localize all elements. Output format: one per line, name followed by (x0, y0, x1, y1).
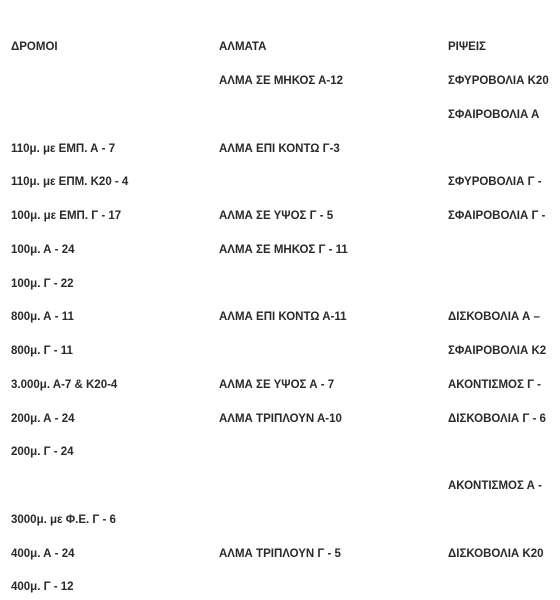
event-entry-throws: ΑΚΟΝΤΙΣΜΟΣ Α - (448, 480, 542, 492)
event-entry-throws: ΑΚΟΝΤΙΣΜΟΣ Γ - (448, 379, 542, 391)
event-entry-runs: 100μ. Α - 24 (11, 244, 75, 256)
event-entry-runs: 100μ. Γ - 22 (11, 278, 74, 290)
event-entry-throws: ΣΦΑΙΡΟΒΟΛΙΑ Α (448, 109, 540, 121)
column-header-throws: ΡΙΨΕΙΣ (448, 41, 486, 53)
event-entry-runs: 200μ. Γ - 24 (11, 446, 74, 458)
event-entry-runs: 100μ. με ΕΜΠ. Γ - 17 (11, 210, 122, 222)
event-entry-runs: 800μ. Α - 11 (11, 311, 74, 323)
event-entry-throws: ΔΙΣΚΟΒΟΛΙΑ Γ - 6 (448, 413, 546, 425)
event-entry-runs: 3000μ. με Φ.Ε. Γ - 6 (11, 514, 116, 526)
column-header-runs: ΔΡΟΜΟΙ (11, 41, 58, 53)
event-entry-jumps: ΑΛΜΑ ΕΠΙ ΚΟΝΤΩ Γ-3 (219, 143, 340, 155)
event-entry-runs: 3.000μ. Α-7 & Κ20-4 (11, 379, 118, 391)
event-entry-jumps: ΑΛΜΑ ΣΕ ΜΗΚΟΣ Γ - 11 (219, 244, 348, 256)
event-entry-jumps: ΑΛΜΑ ΣΕ ΥΨΟΣ Α - 7 (219, 379, 335, 391)
event-entry-jumps: ΑΛΜΑ ΣΕ ΥΨΟΣ Γ - 5 (219, 210, 334, 222)
event-entry-runs: 400μ. Α - 24 (11, 548, 75, 560)
event-entry-jumps: ΑΛΜΑ ΤΡΙΠΛΟΥΝ Γ - 5 (219, 548, 341, 560)
event-entry-jumps: ΑΛΜΑ ΤΡΙΠΛΟΥΝ Α-10 (219, 413, 342, 425)
event-entry-throws: ΔΙΣΚΟΒΟΛΙΑ Κ20 (448, 548, 544, 560)
event-entry-throws: ΣΦΑΙΡΟΒΟΛΙΑ Γ - (448, 210, 546, 222)
event-entry-runs: 200μ. Α - 24 (11, 413, 75, 425)
event-entry-runs: 110μ. με ΕΠΜ. Κ20 - 4 (11, 176, 129, 188)
event-entry-runs: 400μ. Γ - 12 (11, 581, 74, 593)
event-entry-jumps: ΑΛΜΑ ΣΕ ΜΗΚΟΣ Α-12 (219, 75, 344, 87)
event-entry-runs: 110μ. με ΕΜΠ. Α - 7 (11, 143, 116, 155)
event-entry-throws: ΣΦΥΡΟΒΟΛΙΑ Γ - (448, 176, 542, 188)
event-entry-runs: 800μ. Γ - 11 (11, 345, 73, 357)
event-entry-throws: ΣΦΥΡΟΒΟΛΙΑ Κ20 (448, 75, 549, 87)
event-entry-throws: ΔΙΣΚΟΒΟΛΙΑ Α – (448, 311, 540, 323)
column-header-jumps: ΑΛΜΑΤΑ (219, 41, 267, 53)
event-entry-jumps: ΑΛΜΑ ΕΠΙ ΚΟΝΤΩ Α-11 (219, 311, 347, 323)
event-entry-throws: ΣΦΑΙΡΟΒΟΛΙΑ Κ2 (448, 345, 547, 357)
